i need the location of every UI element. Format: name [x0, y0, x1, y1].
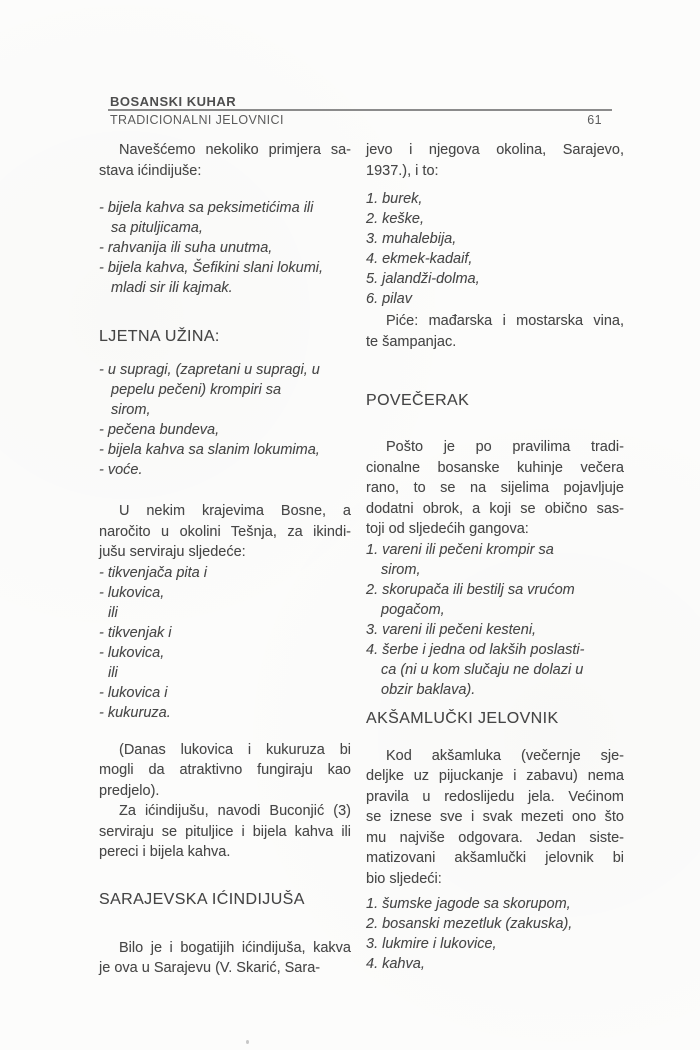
paragraph-line: Pošto je po pravilima tradi- — [386, 439, 624, 455]
menu-item-line: sirom, — [111, 402, 151, 418]
paragraph-line: mu najviše odgovara. Jedan siste- — [366, 829, 624, 846]
menu-item — [99, 420, 351, 440]
menu-item-line: - bijela kahva sa peksimetićima ili — [99, 200, 314, 216]
menu-item — [99, 460, 351, 480]
paragraph-line: rano, to se na sijelima pojavljuje — [366, 480, 624, 496]
menu-item — [99, 643, 351, 663]
menu-item-line: ca (ni u kom slučaju ne dolazi u — [381, 661, 584, 678]
chapter-title: TRADICIONALNI JELOVNICI — [110, 113, 284, 127]
section-heading: POVEČERAK — [366, 392, 470, 409]
menu-item-line: pogačom, — [381, 601, 445, 618]
menu-item — [366, 189, 624, 209]
menu-item — [99, 238, 351, 258]
paragraph — [366, 140, 624, 181]
paragraph-line: predjelo). — [99, 782, 160, 799]
paragraph-line: naročito u okolini Tešnja, za ikindi- — [99, 523, 351, 540]
menu-item — [99, 683, 351, 703]
paragraph-line: (Danas lukovica i kukuruza bi — [119, 741, 351, 758]
paragraph-line: Navešćemo nekoliko primjera sa- — [119, 142, 351, 158]
menu-item-line: sa pituljicama, — [111, 220, 203, 236]
menu-item — [366, 209, 624, 229]
menu-list — [99, 198, 351, 298]
menu-item — [366, 229, 624, 249]
menu-item-line: 4. kahva, — [366, 956, 425, 972]
paragraph — [366, 311, 624, 352]
scan-speck — [246, 1040, 249, 1044]
menu-item-line: - voće. — [99, 462, 143, 478]
menu-list — [99, 360, 351, 480]
page-number: 61 — [587, 113, 602, 127]
paragraph-line: Kod akšamluka (večernje sje- — [386, 747, 624, 764]
menu-item — [366, 540, 624, 580]
section-heading: SARAJEVSKA IĆINDIJUŠA — [99, 890, 305, 908]
menu-item-line: sirom, — [381, 561, 421, 578]
paragraph — [99, 801, 351, 863]
paragraph-line: se iznese sve i svak mezeti ono što — [366, 809, 624, 825]
paragraph — [99, 740, 351, 802]
menu-item — [366, 249, 624, 269]
paragraph-line: te šampanjac. — [366, 333, 457, 350]
menu-item-line: 3. muhalebija, — [366, 231, 457, 247]
menu-item-line: 4. ekmek-kadaif, — [366, 251, 473, 267]
menu-list — [366, 189, 624, 309]
menu-item — [366, 269, 624, 289]
paragraph-line: toji od sljedećih gangova: — [366, 521, 529, 537]
menu-item-line: ili — [108, 664, 118, 681]
section-heading: LJETNA UŽINA: — [99, 328, 220, 345]
menu-item — [366, 640, 624, 700]
paragraph-line: pravila u redoslijedu jela. Većinom — [366, 788, 624, 805]
page-header — [110, 113, 602, 127]
menu-item-line: 3. vareni ili pečeni kesteni, — [366, 621, 537, 638]
paragraph-line: serviraju se pituljice i bijela kahva ili — [99, 823, 351, 840]
paragraph-line: mogli da atraktivno fungiraju kao — [99, 762, 351, 778]
menu-item-line: - rahvanija ili suha unutma, — [99, 240, 273, 256]
menu-item — [99, 623, 351, 643]
menu-item-line: - bijela kahva, Šefikini slani lokumi, — [99, 260, 324, 276]
paragraph-line: jušu serviraju sljedeće: — [99, 544, 246, 560]
menu-item-line: 2. bosanski mezetluk (zakuska), — [366, 916, 573, 932]
menu-item — [366, 954, 624, 974]
paragraph-line: stava ićindijuše: — [99, 162, 202, 179]
header-rule — [108, 109, 612, 111]
menu-item — [366, 580, 624, 620]
paragraph-line: bio sljedeći: — [366, 870, 442, 887]
left-column — [99, 140, 351, 979]
menu-list — [366, 540, 624, 700]
menu-item-line: - u supragi, (zapretani u supragi, u — [99, 362, 320, 378]
menu-item-line: - kukuruza. — [99, 704, 171, 721]
menu-item-line: pepelu pečeni) krompiri sa — [111, 382, 282, 398]
menu-item-line: mladi sir ili kajmak. — [111, 280, 233, 296]
paragraph — [366, 746, 624, 890]
menu-item-line: ili — [108, 604, 118, 621]
menu-item-line: 1. vareni ili pečeni krompir sa — [366, 541, 554, 558]
paragraph-line: cionalne bosanske kuhinje večera — [366, 459, 624, 476]
menu-item — [366, 620, 624, 640]
menu-item-line: 4. šerbe i jedna od lakših poslasti- — [366, 641, 585, 658]
paragraph-line: matizovani akšamlučki jelovnik bi — [366, 850, 624, 866]
menu-item-line: 1. burek, — [366, 191, 423, 207]
paragraph-line: deljke uz pijuckanje i zabavu) nema — [366, 768, 624, 784]
menu-list — [366, 894, 624, 974]
paragraph — [366, 437, 624, 540]
menu-item-line: - lukovica, — [99, 584, 165, 601]
menu-item-line: 2. keške, — [366, 211, 425, 227]
paragraph-line: Za ićindijušu, navodi Buconjić (3) — [119, 803, 351, 819]
section-heading: AKŠAMLUČKI JELOVNIK — [366, 709, 559, 727]
menu-item — [99, 258, 351, 298]
menu-item-line: 2. skorupača ili bestilj sa vrućom — [366, 581, 575, 598]
menu-item-line: 6. pilav — [366, 291, 412, 307]
paragraph — [99, 501, 351, 563]
menu-list — [99, 563, 351, 723]
menu-item-line: - tikvenjak i — [99, 624, 172, 641]
menu-item — [99, 198, 351, 238]
paragraph — [99, 140, 351, 181]
menu-item-line: - bijela kahva sa slanim lokumima, — [99, 442, 320, 458]
paragraph-line: 1937.), i to: — [366, 162, 439, 179]
menu-item — [99, 440, 351, 460]
book-title: BOSANSKI KUHAR — [110, 94, 237, 109]
paragraph-line: Piće: mađarska i mostarska vina, — [386, 313, 624, 329]
menu-item — [366, 289, 624, 309]
menu-item — [99, 360, 351, 420]
list-separator — [99, 603, 351, 623]
paragraph-line: jevo i njegova okolina, Sarajevo, — [366, 142, 624, 158]
menu-item-line: 3. lukmire i lukovice, — [366, 936, 497, 952]
menu-item — [366, 934, 624, 954]
paragraph-line: je ova u Sarajevu (V. Skarić, Sara- — [99, 960, 321, 976]
menu-item-line: - lukovica i — [99, 684, 168, 701]
menu-item-line: - tikvenjača pita i — [99, 564, 207, 581]
menu-item — [366, 894, 624, 914]
menu-item-line: 5. jalandži-dolma, — [366, 271, 480, 287]
menu-item — [99, 703, 351, 723]
list-separator — [99, 663, 351, 683]
menu-item-line: 1. šumske jagode sa skorupom, — [366, 896, 571, 912]
right-column — [366, 140, 624, 974]
paragraph-line: pereci i bijela kahva. — [99, 844, 231, 860]
menu-item-line: obzir baklava). — [381, 681, 476, 698]
menu-item — [99, 583, 351, 603]
paragraph-line: U nekim krajevima Bosne, a — [119, 503, 351, 519]
paragraph — [99, 938, 351, 979]
paragraph-line: Bilo je i bogatijih ićindijuša, kakva — [119, 939, 351, 956]
menu-item — [99, 563, 351, 583]
menu-item — [366, 914, 624, 934]
menu-item-line: - lukovica, — [99, 644, 165, 661]
menu-item-line: - pečena bundeva, — [99, 422, 220, 438]
paragraph-line: dodatni obrok, a koji se obično sas- — [366, 500, 624, 517]
